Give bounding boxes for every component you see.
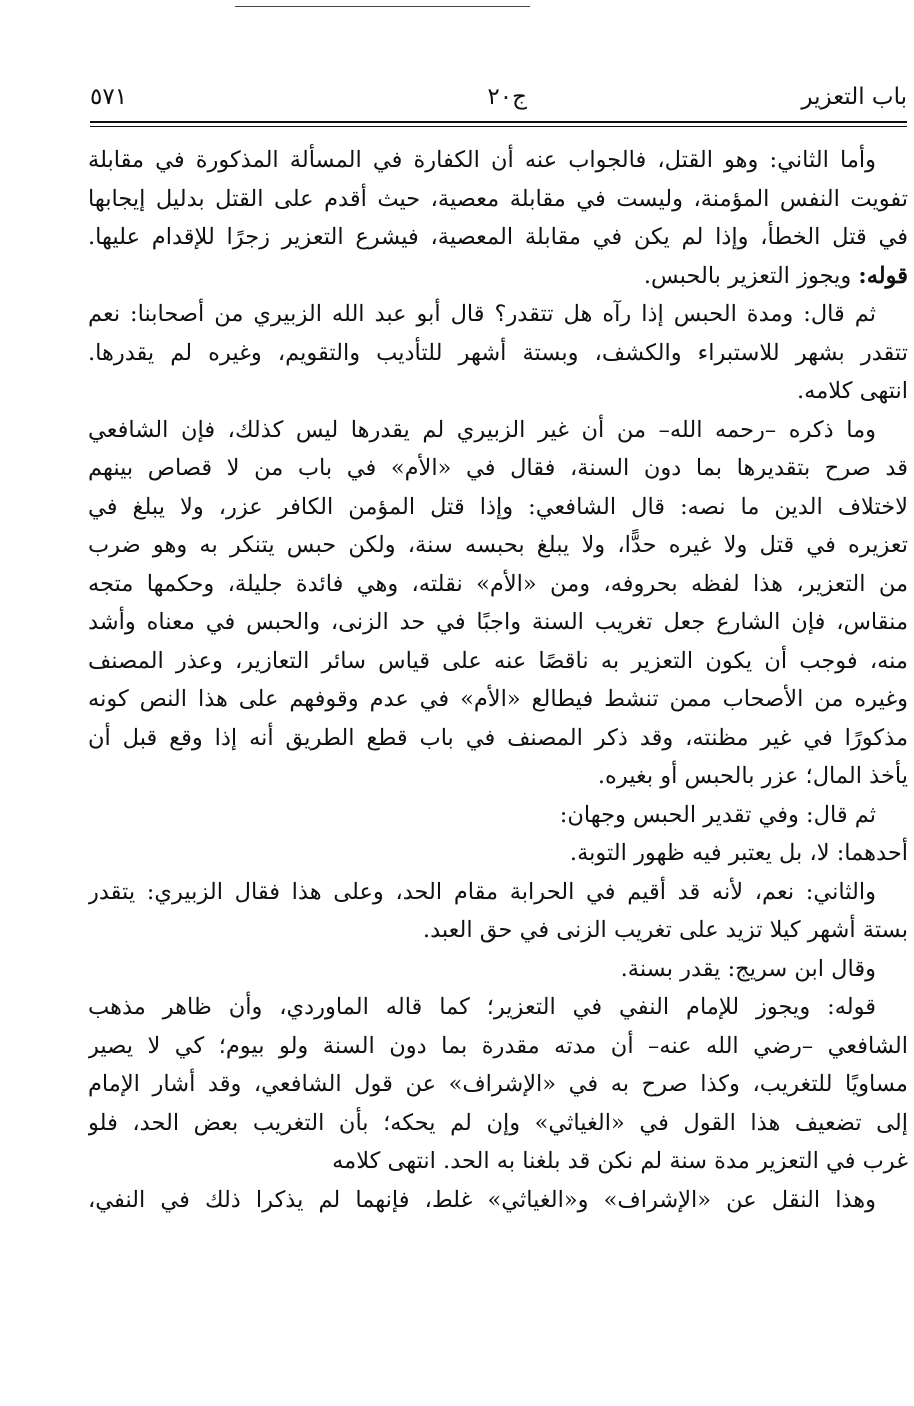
header-rule bbox=[90, 121, 907, 123]
header-rule-thin bbox=[90, 126, 907, 127]
text-line: الشافعي –رضي الله عنه– أن مدته مقدرة بما دون السنة ولو بيوم؛ كي لا يصير bbox=[88, 1032, 908, 1059]
text-line: لاختلاف الدين ما نصه: قال الشافعي: وإذا قتل المؤمن الكافر عزر، ولا يبلغ في bbox=[88, 493, 908, 520]
text-line: وهذا النقل عن «الإشراف» و«الغياثي» غلط، فإنهما لم يذكرا ذلك في النفي، bbox=[88, 1186, 876, 1213]
text-line bbox=[88, 257, 908, 296]
text-line: تتقدر بشهر للاستبراء والكشف، وبستة أشهر للتأديب والتقويم، وغيره لم يقدرها. bbox=[88, 339, 908, 366]
text-line: من التعزير، هذا لفظه بحروفه، ومن «الأم» نقلته، وهي فائدة جليلة، وحكمها متجه bbox=[88, 570, 908, 597]
text-line: وأما الثاني: وهو القتل، فالجواب عنه أن الكفارة في المسألة المذكورة في مقابلة bbox=[88, 147, 876, 173]
text-line: تعزيره في قتل ولا غيره حدًّا، ولا يبلغ بحبسه سنة، ولكن حبس يتنكر به وهو ضرب bbox=[88, 532, 908, 558]
text-line: وغيره من الأصحاب ممن تنشط فيطالع «الأم» في عدم وقوفهم على هذا النص كونه bbox=[88, 686, 908, 712]
page-number: ٥٧١ bbox=[90, 84, 128, 110]
text-line: مساويًا للتغريب، وكذا صرح به في «الإشراف» عن قول الشافعي، وقد أشار الإمام bbox=[88, 1071, 908, 1097]
text-line: أحدهما: لا، بل يعتبر فيه ظهور التوبة. bbox=[569, 840, 908, 866]
text-line-rest: ويجوز التعزير بالحبس. bbox=[643, 262, 852, 289]
text-line: انتهى كلامه. bbox=[797, 378, 908, 404]
text-line: مذكورًا في غير مظنته، وقد ذكر المصنف في باب قطع الطريق أنه إذا وقع قبل أن bbox=[88, 724, 908, 751]
volume-number: ج٢٠ bbox=[487, 84, 527, 110]
text-line: وما ذكره –رحمه الله– من أن غير الزبيري لم يقدرها ليس كذلك، فإن الشافعي bbox=[88, 416, 876, 443]
text-line: بستة أشهر كيلا تزيد على تغريب الزنى في حق العبد. bbox=[422, 917, 908, 943]
text-line: قد صرح بتقديرها بما دون السنة، فقال في «الأم» في باب من لا قصاص بينهم bbox=[88, 455, 908, 481]
text-line: قوله: ويجوز للإمام النفي في التعزير؛ كما قاله الماوردي، وأن ظاهر مذهب bbox=[88, 994, 876, 1020]
text-line: ثم قال: وفي تقدير الحبس وجهان: bbox=[559, 801, 876, 828]
bold-lead: قوله: bbox=[858, 262, 908, 289]
chapter-title: باب التعزير bbox=[801, 84, 907, 110]
text-line: منه، فوجب أن يكون التعزير به ناقصًا عنه على قياس سائر التعازير، وعذر المصنف bbox=[88, 647, 908, 674]
text-line: ثم قال: ومدة الحبس إذا رآه هل تتقدر؟ قال أبو عبد الله الزبيري من أصحابنا: نعم bbox=[88, 301, 876, 327]
page-body bbox=[88, 141, 908, 1219]
text-line: غرب في التعزير مدة سنة لم نكن قد بلغنا به الحد. انتهى كلامه bbox=[332, 1148, 908, 1174]
text-line: منقاس، فإن الشارع جعل تغريب السنة واجبًا في حد الزنى، والحبس في معناه وأشد bbox=[88, 609, 908, 635]
text-line: في قتل الخطأ، وإذا لم يكن في مقابلة المعصية، فيشرع التعزير زجرًا للإقدام عليها. bbox=[88, 224, 908, 250]
top-rule bbox=[235, 6, 530, 7]
text-line: يأخذ المال؛ عزر بالحبس أو بغيره. bbox=[597, 763, 908, 789]
text-line: تفويت النفس المؤمنة، وليست في مقابلة معصية، حيث أقدم على القتل بدليل إيجابها bbox=[88, 185, 908, 212]
text-line: وقال ابن سريج: يقدر بسنة. bbox=[620, 955, 876, 982]
text-line: والثاني: نعم، لأنه قد أقيم في الحرابة مقام الحد، وعلى هذا فقال الزبيري: يتقدر bbox=[88, 878, 877, 905]
text-line: إلى تضعيف هذا القول في «الغياثي» وإن لم يحكه؛ بأن التغريب بعض الحد، فلو bbox=[88, 1109, 908, 1136]
page-header bbox=[90, 80, 907, 116]
